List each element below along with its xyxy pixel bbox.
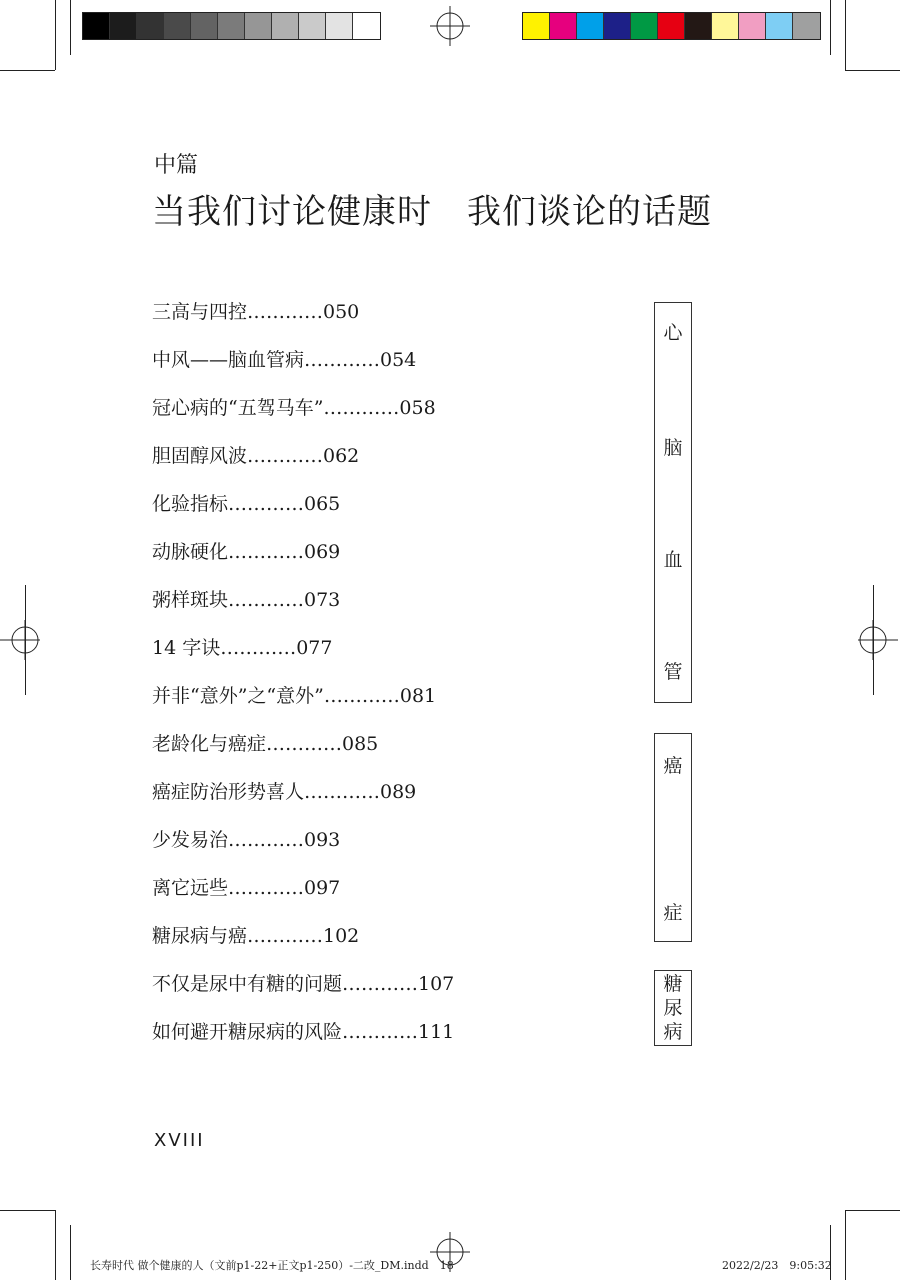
toc-item[interactable]: 中风——脑血管病…………054 bbox=[152, 349, 417, 371]
registration-mark-icon bbox=[858, 620, 898, 660]
category-box-cancer bbox=[654, 733, 692, 942]
color-swatch bbox=[712, 13, 739, 39]
registration-mark-icon bbox=[430, 6, 470, 46]
toc-item[interactable]: 胆固醇风波…………062 bbox=[152, 445, 360, 467]
category-char: 管 bbox=[663, 661, 683, 683]
toc-item[interactable]: 14 字诀…………077 bbox=[152, 637, 333, 659]
color-swatch bbox=[577, 13, 604, 39]
category-char: 病 bbox=[663, 1021, 683, 1043]
category-char: 癌 bbox=[663, 755, 683, 777]
color-swatch bbox=[110, 13, 137, 39]
color-swatch bbox=[523, 13, 550, 39]
crop-mark bbox=[0, 1210, 55, 1211]
color-swatch bbox=[550, 13, 577, 39]
section-label: 中篇 bbox=[154, 153, 199, 178]
color-swatch bbox=[766, 13, 793, 39]
color-swatch bbox=[191, 13, 218, 39]
crop-mark bbox=[0, 70, 55, 71]
toc-item[interactable]: 如何避开糖尿病的风险…………111 bbox=[152, 1021, 455, 1043]
crop-mark bbox=[55, 0, 56, 70]
toc-item[interactable]: 动脉硬化…………069 bbox=[152, 541, 341, 563]
slug-file-info: 长寿时代 做个健康的人（文前p1-22+正文p1-250）-二改_DM.indd 18 bbox=[90, 1259, 454, 1272]
crop-mark bbox=[70, 1225, 71, 1280]
category-char: 心 bbox=[663, 322, 683, 344]
color-swatch bbox=[299, 13, 326, 39]
toc-item[interactable]: 离它远些…………097 bbox=[152, 877, 341, 899]
color-swatch bbox=[353, 13, 380, 39]
toc-item[interactable]: 粥样斑块…………073 bbox=[152, 589, 341, 611]
color-swatch bbox=[326, 13, 353, 39]
color-swatch bbox=[604, 13, 631, 39]
color-swatch bbox=[793, 13, 820, 39]
toc-item[interactable]: 糖尿病与癌…………102 bbox=[152, 925, 360, 947]
crop-mark bbox=[830, 0, 831, 55]
toc-item[interactable]: 少发易治…………093 bbox=[152, 829, 341, 851]
toc-item[interactable]: 并非“意外”之“意外”…………081 bbox=[152, 685, 437, 707]
category-char: 脑 bbox=[663, 437, 683, 459]
color-swatch bbox=[245, 13, 272, 39]
slug-datetime: 2022/2/23 9:05:32 bbox=[722, 1259, 832, 1272]
category-char: 尿 bbox=[663, 997, 683, 1019]
crop-mark bbox=[25, 585, 26, 695]
category-char: 症 bbox=[663, 902, 683, 924]
toc-item[interactable]: 三高与四控…………050 bbox=[152, 301, 360, 323]
color-swatch bbox=[137, 13, 164, 39]
color-swatch bbox=[739, 13, 766, 39]
category-box-cardiovascular bbox=[654, 302, 692, 703]
category-char: 血 bbox=[663, 549, 683, 571]
color-swatch bbox=[83, 13, 110, 39]
crop-mark bbox=[845, 70, 900, 71]
color-swatch bbox=[272, 13, 299, 39]
color-swatch bbox=[685, 13, 712, 39]
process-color-bar bbox=[522, 12, 821, 40]
toc-item[interactable]: 老龄化与癌症…………085 bbox=[152, 733, 379, 755]
color-swatch bbox=[164, 13, 191, 39]
page-number: XVIII bbox=[154, 1130, 205, 1151]
color-swatch bbox=[631, 13, 658, 39]
crop-mark bbox=[70, 0, 71, 55]
toc-item[interactable]: 冠心病的“五驾马车”…………058 bbox=[152, 397, 436, 419]
toc-item[interactable]: 癌症防治形势喜人…………089 bbox=[152, 781, 417, 803]
grayscale-color-bar bbox=[82, 12, 381, 40]
category-char: 糖 bbox=[663, 973, 683, 995]
registration-mark-icon bbox=[0, 620, 40, 660]
color-swatch bbox=[658, 13, 685, 39]
toc-item[interactable]: 化验指标…………065 bbox=[152, 493, 341, 515]
crop-mark bbox=[873, 585, 874, 695]
crop-mark bbox=[55, 1210, 56, 1280]
crop-mark bbox=[845, 1210, 900, 1211]
toc-item[interactable]: 不仅是尿中有糖的问题…………107 bbox=[152, 973, 455, 995]
crop-mark bbox=[845, 0, 846, 70]
page-title: 当我们讨论健康时 我们谈论的话题 bbox=[152, 192, 712, 232]
crop-mark bbox=[845, 1210, 846, 1280]
color-swatch bbox=[218, 13, 245, 39]
category-box-diabetes bbox=[654, 970, 692, 1046]
